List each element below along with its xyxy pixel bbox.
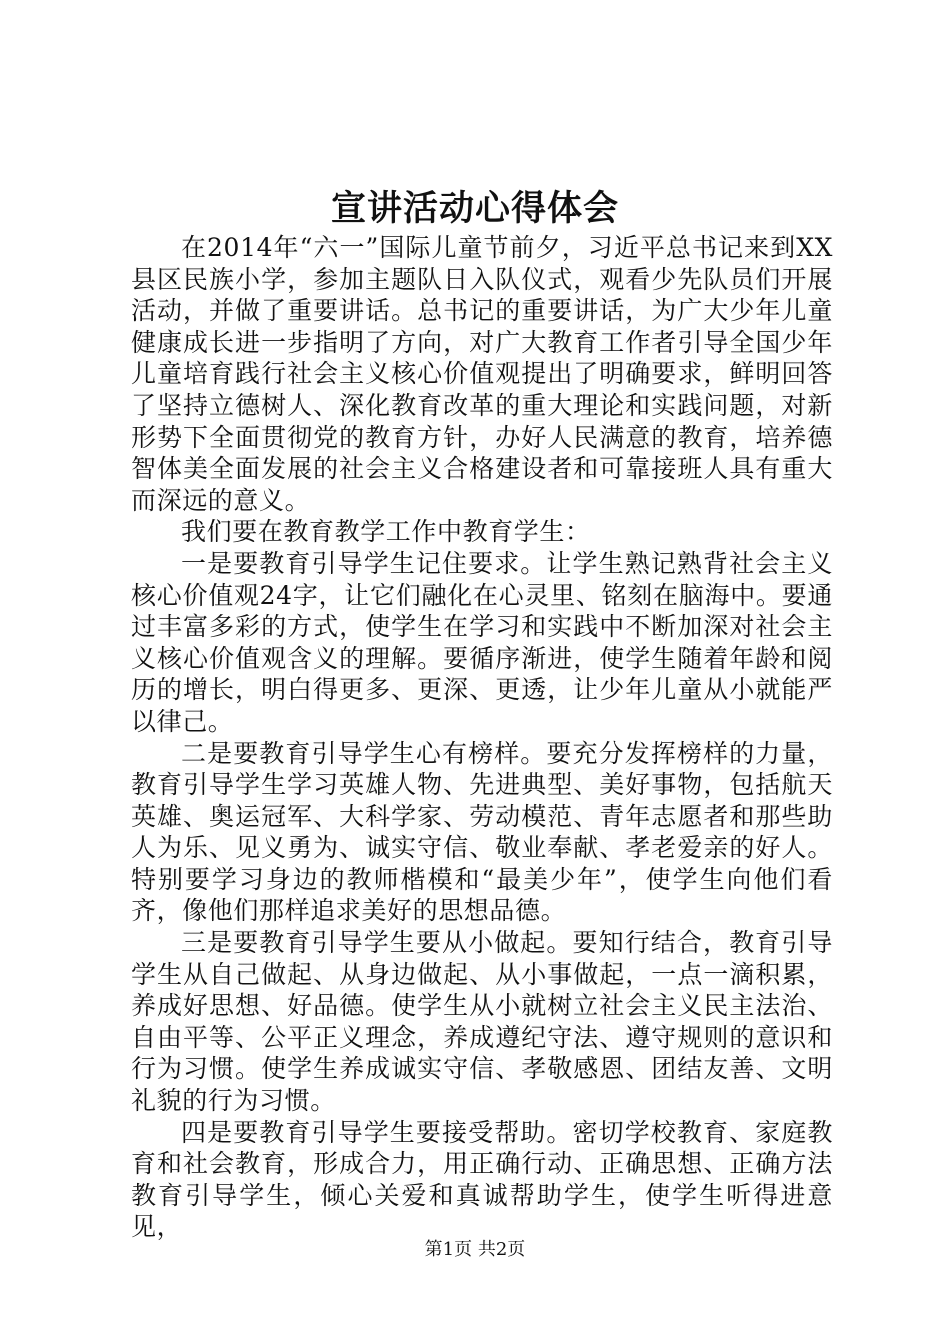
paragraph-point-2: 二是要教育引导学生心有榜样。要充分发挥榜样的力量，教育引导学生学习英雄人物、先进典型、美好事物，包括航天英雄、奥运冠军、大科学家、劳动模范、青年志愿者和那些助人为乐、见义勇为、诚实守信、敬业奉献、孝老爱亲的好人。特别要学习身边的教师楷模和“最美少年”，使学生向他们看齐，像他们那样追求美好的思想品德。 xyxy=(131,738,833,926)
paragraph-point-3: 三是要教育引导学生要从小做起。要知行结合，教育引导学生从自己做起、从身边做起、从小事做起，一点一滴积累，养成好思想、好品德。使学生从小就树立社会主义民主法治、自由平等、公平正义理念，养成遵纪守法、遵守规则的意识和行为习惯。使学生养成诚实守信、孝敬感恩、团结友善、文明礼貌的行为习惯。 xyxy=(131,928,833,1116)
paragraph-intro: 在2014年“六一”国际儿童节前夕，习近平总书记来到XX县区民族小学，参加主题队日入队仪式，观看少先队员们开展活动，并做了重要讲话。总书记的重要讲话，为广大少年儿童健康成长进一步指明了方向，对广大教育工作者引导全国少年儿童培育践行社会主义核心价值观提出了明确要求，鲜明回答了坚持立德树人、深化教育改革的重大理论和实践问题，对新形势下全面贯彻党的教育方针，办好人民满意的教育，培养德智体美全面发展的社会主义合格建设者和可靠接班人具有重大而深远的意义。 xyxy=(131,233,833,515)
paragraph-lead: 我们要在教育教学工作中教育学生： xyxy=(181,517,591,547)
document-body xyxy=(131,232,833,1243)
document-title: 宣讲活动心得体会 xyxy=(330,188,619,229)
page-number-footer: 第1页 共2页 xyxy=(424,1239,526,1260)
paragraph-point-4: 四是要教育引导学生要接受帮助。密切学校教育、家庭教育和社会教育，形成合力，用正确行动、正确思想、正确方法教育引导学生，倾心关爱和真诚帮助学生，使学生听得进意见， xyxy=(131,1117,833,1242)
paragraph-point-1: 一是要教育引导学生记住要求。让学生熟记熟背社会主义核心价值观24字，让它们融化在心灵里、铭刻在脑海中。要通过丰富多彩的方式，使学生在学习和实践中不断加深对社会主义核心价值观含义的理解。要循序渐进，使学生随着年龄和阅历的增长，明白得更多、更深、更透，让少年儿童从小就能严以律己。 xyxy=(131,548,833,736)
